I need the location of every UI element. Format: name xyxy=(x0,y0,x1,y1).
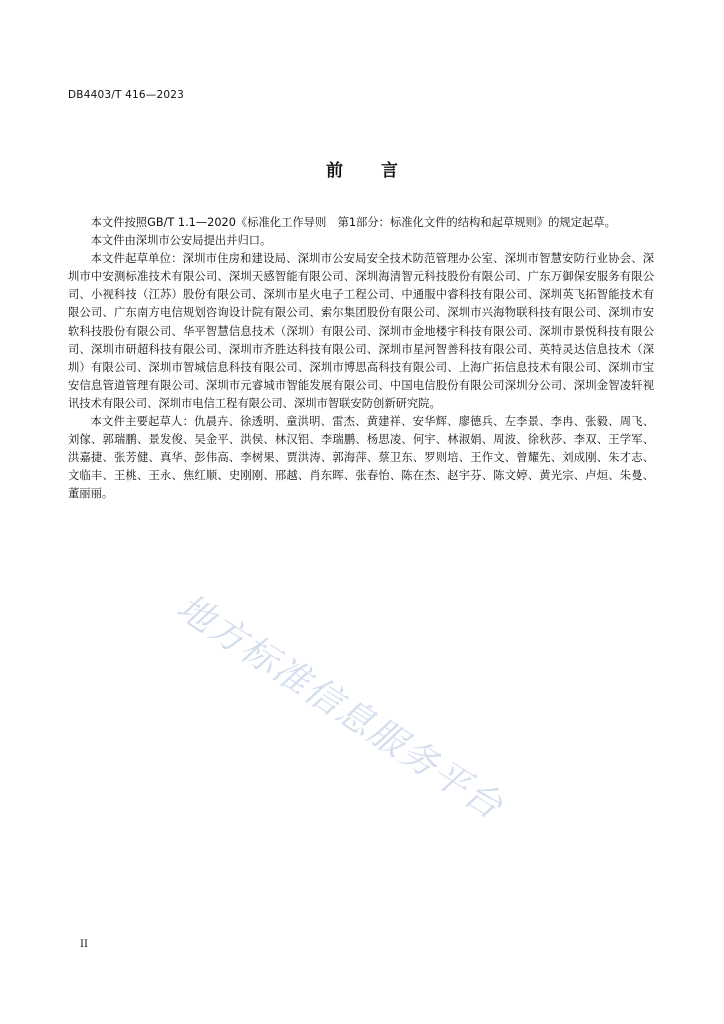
paragraph-drafters: 本文件主要起草人：仇晨卉、徐透明、童洪明、雷杰、黄建祥、安华辉、廖德兵、左李景、李冉、张毅、周飞、刘傢、郭瑞鹏、景发俊、吴金平、洪侯、林汉铝、李瑞鹏、杨思凌、何宇、林淑娟、周波、徐秋莎、李双、王学军、洪嘉捷、张芳健、真华、彭伟高、李树果、贾洪涛、郭海萍、蔡卫东、罗则培、王作文、曾耀先、刘成刚、朱才志、文临丰、王桃、王永、焦红顺、史刚刚、邢越、肖东晖、张春怡、陈在杰、赵宇芬、陈文婷、黄光宗、卢烜、朱曼、董丽丽。 xyxy=(68,415,654,501)
watermark: 地方标准信息服务平台 xyxy=(169,586,511,829)
page-number: II xyxy=(80,939,88,950)
standard-number: DB4403/T 416—2023 xyxy=(68,89,184,101)
paragraph-drafting-rules: 本文件按照GB/T 1.1—2020《标准化工作导则 第1部分：标准化文件的结构和起草规则》的规定起草。 xyxy=(90,216,616,229)
page-title: 前言 xyxy=(326,161,436,181)
paragraph-proposer: 本文件由深圳市公安局提出并归口。 xyxy=(90,234,272,248)
paragraph-drafting-units: 本文件起草单位：深圳市住房和建设局、深圳市公安局安全技术防范管理办公室、深圳市智慧安防行业协会、深圳市中安测标准技术有限公司、深圳天感智能有限公司、深圳海清智元科技股份有限公司、广东万御保安服务有限公司、小视科技（江苏）股份有限公司、深圳市星火电子工程公司、中通服中睿科技有限公司、深圳英飞拓智能技术有限公司、广东南方电信规划咨询设计院有限公司、索尔集团股份有限公司、深圳市兴海物联科技有限公司、深圳市安软科技股份有限公司、华平智慧信息技术（深圳）有限公司、深圳市金地楼宇科技有限公司、深圳市景悦科技有限公司、深圳市研超科技有限公司、深圳市齐胜达科技有限公司、深圳市星河智善科技有限公司、英特灵达信息技术（深圳）有限公司、深圳市智城信息科技有限公司、深圳市博思高科技有限公司、上海广拓信息技术有限公司、深圳市宝安信息管道管理有限公司、深圳市元睿城市智能发展有限公司、中国电信股份有限公司深圳分公司、深圳金智凌轩视讯技术有限公司、深圳市电信工程有限公司、深圳市智联安防创新研究院。 xyxy=(68,252,654,410)
foreword-body xyxy=(68,214,654,504)
